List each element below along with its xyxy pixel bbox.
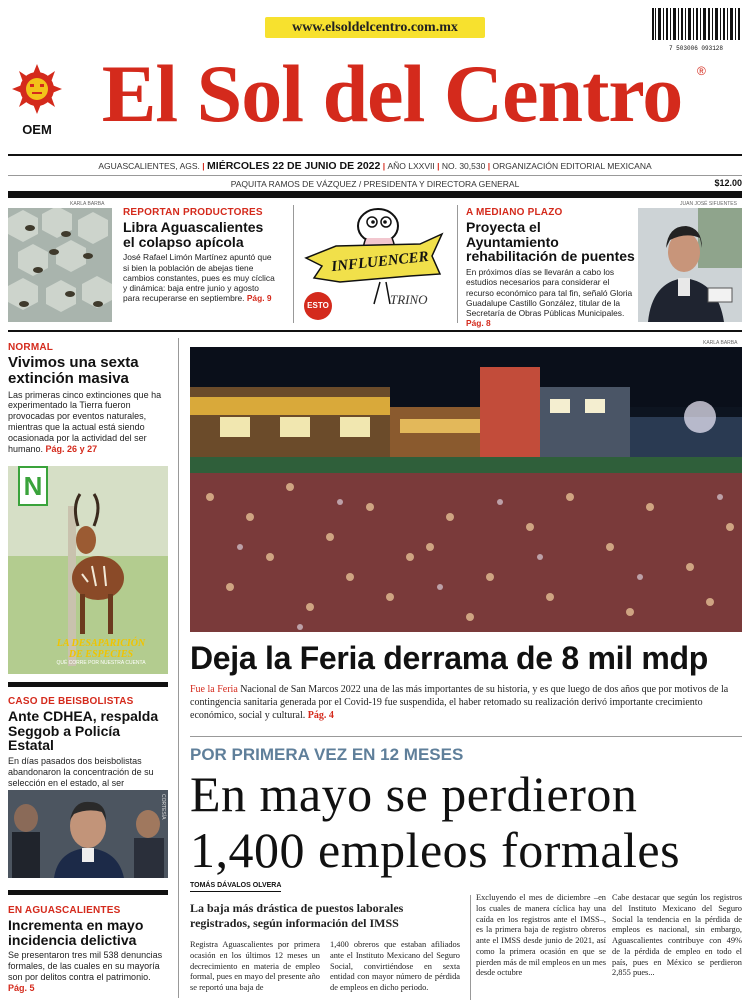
sidebar-story-2-kicker: CASO DE BEISBOLISTAS	[8, 696, 134, 707]
main-body-page[interactable]: Pág. 4	[307, 710, 334, 721]
sidebar-story-1-kicker: NORMAL	[8, 342, 54, 353]
barcode-number: 7 503006 093128	[668, 45, 723, 52]
dateline-date: MIÉRCOLES 22 DE JUNIO DE 2022	[207, 160, 381, 172]
sidebar-story-2-headline[interactable]: Ante CDHEA, respalda Seggob a Policía Estatal	[8, 708, 159, 754]
species-caption-3: QUÉ CORRE POR NUESTRA CUENTA	[56, 660, 146, 666]
teaser-left-body	[123, 252, 276, 303]
sidebar-story-2-body-text: En días pasados dos beisbolistas abandonaron la concentración de su selección en el estado, al ser	[8, 756, 154, 788]
dateline-year: AÑO LXXVII	[387, 161, 435, 171]
teaser-left-page[interactable]: Pág. 9	[246, 293, 272, 304]
oem-logo-text: OEM	[22, 122, 52, 137]
official-portrait-icon	[638, 208, 742, 322]
second-col-1: Registra Aguascalientes por primera ocasión en los últimos 12 meses un decrecimiento en materia de empleo formal, pues en mayo del presente año se reportó una baja de	[190, 940, 320, 992]
sidebar-story-1-body-text: Las primeras cinco extinciones que ha experimentado la Tierra fueron provocadas por eventos naturales, mientras que la actual está siendo ocasionada por la actividad del ser humano.	[8, 389, 162, 455]
main-body-text: Nacional de San Marcos 2022 una de las más importantes de su historia, y es que luego de dos años que por motivos de la contingencia sanitaria generada por el Covid-19 fue suspendida, el haber retomado su realización derivó importante crecimiento económico, social y cultural.	[190, 684, 729, 721]
main-body	[190, 683, 742, 722]
cartoon-badge[interactable]: ESTO	[304, 292, 332, 320]
sidebar-rule-1	[8, 682, 168, 687]
teaser-right[interactable]	[466, 207, 636, 329]
teaser-divider-2	[457, 205, 458, 323]
teaser-right-kicker: A MEDIANO PLAZO	[466, 207, 563, 218]
masthead-rule-bottom	[8, 191, 742, 198]
cartoon-banner: INFLUENCER	[330, 248, 430, 276]
species-caption-2: DE ESPECIES	[68, 649, 134, 660]
second-headline[interactable]	[190, 766, 742, 878]
sidebar-story-1[interactable]	[8, 342, 168, 455]
sidebar-story-3-body-text: Se presentaron tres mil 538 denuncias formales, de las cuales en su mayoría son por delitos contra el patrimonio.	[8, 950, 163, 983]
second-col-divider	[470, 895, 471, 1000]
dateline-number: NO. 30,530	[441, 161, 486, 171]
main-headline[interactable]: Deja la Feria derrama de 8 mil mdp	[190, 640, 709, 676]
sidebar-story-2-photo[interactable]	[8, 790, 168, 878]
registered-mark: ®	[697, 64, 706, 78]
second-deck: La baja más drástica de puestos laborales registrados, según información del IMSS	[190, 901, 404, 930]
main-photo[interactable]	[190, 347, 742, 632]
sidebar-story-1-headline[interactable]: Vivimos una sexta extinción masiva	[8, 354, 139, 387]
cartoon-signature: TRINO	[390, 292, 428, 307]
cartoon[interactable]	[300, 204, 450, 324]
dateline-organization: ORGANIZACIÓN EDITORIAL MEXICANA	[492, 161, 652, 171]
sidebar-story-3-kicker: EN AGUASCALIENTES	[8, 905, 121, 916]
teaser-right-body	[466, 267, 636, 329]
sidebar-story-3-page[interactable]: Pág. 5	[8, 983, 35, 994]
teaser-divider-1	[293, 205, 294, 323]
teaser-right-page[interactable]: Pág. 8	[466, 318, 491, 329]
url-banner[interactable]: www.elsoldelcentro.com.mx	[265, 17, 485, 38]
sidebar-story-3-headline[interactable]: Incrementa en mayo incidencia delictiva	[8, 917, 144, 948]
teaser-left-kicker: REPORTAN PRODUCTORES	[123, 207, 263, 218]
main-body-lead: Fue la Feria	[190, 684, 238, 695]
official-meeting-icon	[8, 790, 168, 878]
species-caption-1: LA DESAPARICIÓN	[56, 638, 146, 649]
sun-logo-icon	[8, 62, 66, 118]
sidebar-story-1-body	[8, 390, 168, 456]
teaser-left-headline[interactable]: Libra Aguascalientes el colapso apícola	[123, 219, 264, 250]
second-headline-line2: 1,400 empleos formales	[190, 822, 681, 878]
nuestro-badge: N	[18, 466, 48, 506]
barcode	[650, 8, 742, 52]
teaser-left[interactable]	[123, 207, 276, 304]
oem-logo[interactable]	[8, 62, 66, 137]
dateline-city: AGUASCALIENTES, AGS.	[98, 161, 200, 171]
section-rule-1	[8, 330, 742, 332]
teaser-right-photo[interactable]	[638, 208, 742, 322]
barcode-icon	[650, 8, 742, 40]
second-byline: TOMÁS DÁVALOS OLVERA	[190, 881, 281, 892]
sidebar-story-3[interactable]	[8, 905, 168, 994]
masthead-rule-top	[8, 154, 742, 156]
teaser-right-credit: JUAN JOSÉ SIFUENTES	[680, 201, 737, 207]
second-headline-line1: En mayo se perdieron	[190, 766, 638, 822]
sidebar-story-2[interactable]	[8, 696, 168, 800]
newspaper-title[interactable]: El Sol del Centro	[101, 48, 683, 139]
teaser-left-credit: KARLA BARBA	[70, 201, 105, 207]
teaser-right-body-text: En próximos días se llevarán a cabo los estudios necesarios para considerar el recurso económico para tal fin, señaló Gloria Guadalupe Castillo González, titular de la Secretaría de Obras Públicas Municipales.	[466, 267, 633, 319]
main-rule	[190, 736, 742, 737]
director-line: PAQUITA RAMOS DE VÁZQUEZ / PRESIDENTA Y DIRECTORA GENERAL	[230, 179, 520, 189]
fair-crowd-photo-icon	[190, 347, 742, 632]
sidebar-story-3-body	[8, 950, 168, 994]
dateline: AGUASCALIENTES, AGS. | MIÉRCOLES 22 DE JUNIO DE 2022 | AÑO LXXVII | NO. 30,530 | ORGANIZACIÓN EDITORIAL MEXICANA	[98, 160, 652, 172]
sidebar-rule-2	[8, 890, 168, 895]
sidebar-story-1-photo[interactable]	[8, 466, 168, 674]
second-col-2: 1,400 obreros que estaban afiliados ante el Instituto Mexicano del Seguro Social, convirtiéndose en sexta entidad con mayor número de pérdida de empleos en dicho periodo.	[330, 940, 460, 992]
masthead-rule-mid	[8, 175, 742, 176]
second-kicker: POR PRIMERA VEZ EN 12 MESES	[190, 745, 464, 764]
teaser-left-body-text: José Rafael Limón Martínez apuntó que si bien la población de abejas tiene cambios constantes, pues es muy cíclica y dinámica: baja entre junio y agosto para recuperarse en septiembre.	[123, 252, 275, 304]
sidebar-vertical-divider	[178, 338, 179, 998]
teaser-right-headline[interactable]: Proyecta el Ayuntamiento rehabilitación de puentes	[466, 219, 635, 265]
species-caption	[38, 638, 164, 667]
price: $12.00	[714, 178, 742, 188]
main-photo-credit: KARLA BARBA	[703, 340, 738, 346]
sidebar-story-2-credit: CORTESÍA	[160, 794, 166, 820]
second-col-3: Excluyendo el mes de diciembre –en los cuales de manera cíclica hay una caída en los registros ante el IMSS–, es la primera baja de registro obreros ante el IMSS desde junio de 2021, así como la primera ocasión en que se pierden más de mil empleos en un mes desde octubre	[476, 893, 607, 978]
second-col-4: Cabe destacar que según los registros del Instituto Mexicano del Seguro Social la tendencia en la pérdida de empleos es nacional, sin embargo, Aguascalientes contribuye con 49% de la pérdida de empleo en todo el país, pues en México se perdieron 2,855 pues...	[612, 893, 742, 978]
teaser-left-photo[interactable]	[8, 208, 112, 322]
bees-photo-icon	[8, 208, 112, 322]
sidebar-story-1-page[interactable]: Pág. 26 y 27	[45, 444, 98, 455]
